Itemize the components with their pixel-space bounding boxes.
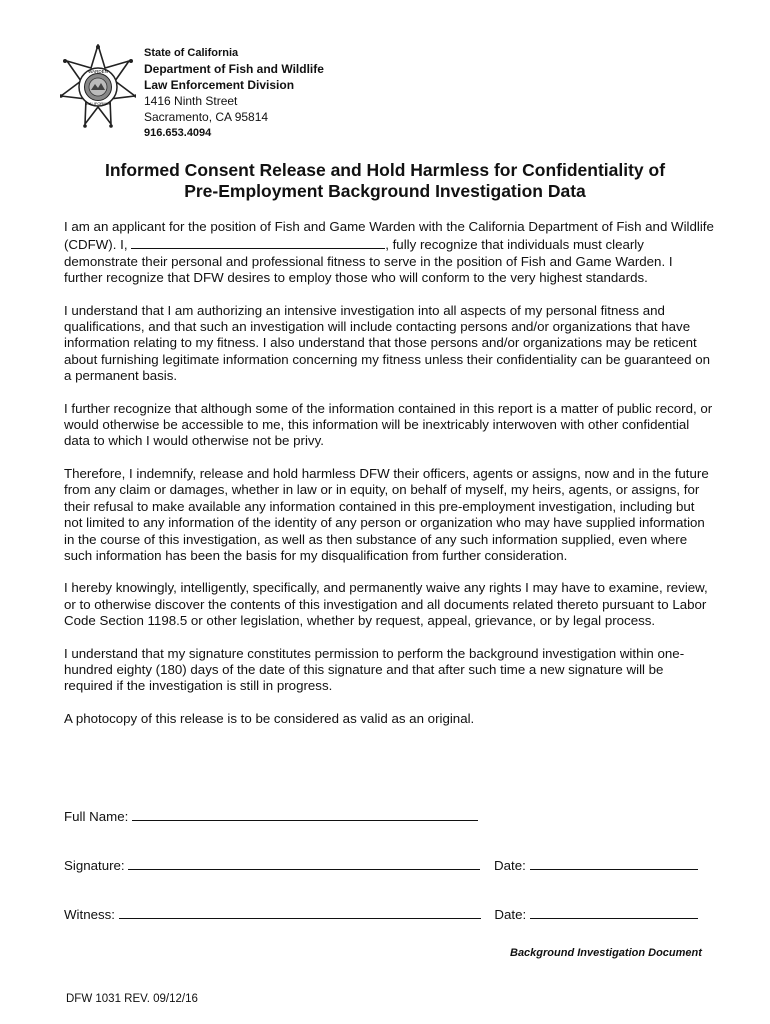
paragraph-6: I understand that my signature constitutes permission to perform the background investigation within one-hundred eighty (180) days of the date of this signature and that after such time a new signature will be required if the investigation is still in progress. bbox=[64, 645, 685, 694]
witness-label: Witness: bbox=[64, 907, 115, 922]
title-line-2: Pre-Employment Background Investigation Data bbox=[184, 181, 586, 201]
paragraph-2: I understand that I am authorizing an intensive investigation into all aspects of my personal fitness and qualifications, and that such an investigation will include contacting persons and/or organizations that have information relating to my fitness. I also understand that those persons and/or organizations may be reticent about furnishing legitimate information concerning my fitness unless their confidentiality can be guaranteed on a permanent basis. bbox=[64, 302, 711, 384]
phone-number: 916.653.4094 bbox=[144, 127, 212, 139]
street-address: 1416 Ninth Street bbox=[144, 94, 238, 108]
applicant-name-blank[interactable] bbox=[131, 235, 385, 249]
signature-field[interactable] bbox=[128, 855, 480, 870]
signature-row bbox=[64, 855, 698, 873]
full-name-field[interactable] bbox=[132, 806, 478, 821]
full-name-label: Full Name: bbox=[64, 809, 129, 824]
department-name: Department of Fish and Wildlife bbox=[144, 62, 324, 76]
signature-date-field[interactable] bbox=[530, 855, 698, 870]
witness-date-label: Date: bbox=[494, 907, 527, 922]
form-number: DFW 1031 REV. 09/12/16 bbox=[66, 993, 198, 1005]
signature-label: Signature: bbox=[64, 858, 125, 873]
agency-header bbox=[144, 45, 324, 141]
signature-date-label: Date: bbox=[494, 858, 526, 873]
state-name: State of California bbox=[144, 47, 239, 59]
paragraph-5: I hereby knowingly, intelligently, specifically, and permanently waive any rights I may have to examine, review, or to otherwise discover the contents of this investigation and all documents related thereto pursuant to Labor Code Section 1198.5 or other legislation, whether by request, appeal, grievance, or by legal process. bbox=[64, 580, 708, 629]
badge-text-top: WARDEN bbox=[88, 69, 108, 74]
paragraph-3: I further recognize that although some of the information contained in this report is a matter of public record, or would otherwise be accessible to me, this information will be inextricably interwoven with other confidential data to which I would otherwise not be privy. bbox=[64, 400, 713, 449]
title-line-1: Informed Consent Release and Hold Harmless for Confidentiality of bbox=[104, 160, 666, 180]
paragraph-1 bbox=[64, 219, 714, 287]
city-address: Sacramento, CA 95814 bbox=[144, 110, 269, 124]
paragraph-1-end: , fully recognize that individuals must clearly demonstrate their personal and professional fitness to serve in the position of Fish and Game Warden. I further recognize that DFW desires to employ those who will conform to the very highest standards. bbox=[64, 237, 673, 286]
document-type-note: Background Investigation Document bbox=[510, 947, 702, 959]
document-body bbox=[64, 219, 714, 743]
badge-text-bottom: CALIFORNIA bbox=[85, 101, 111, 106]
witness-field[interactable] bbox=[119, 904, 481, 919]
full-name-row bbox=[64, 806, 478, 824]
witness-row bbox=[64, 904, 698, 922]
warden-badge-icon bbox=[60, 44, 136, 130]
witness-date-field[interactable] bbox=[530, 904, 698, 919]
division-name: Law Enforcement Division bbox=[144, 78, 295, 92]
paragraph-7: A photocopy of this release is to be considered as valid as an original. bbox=[64, 710, 475, 726]
document-title bbox=[40, 160, 730, 202]
paragraph-4: Therefore, I indemnify, release and hold harmless DFW their officers, agents or assigns, now and in the future from any claim or damages, whether in law or in equity, on behalf of myself, my heirs, agents, or assigns, for their refusal to make available any information contained in this pre-employment investigation, including but not limited to any information of the identity of any person or organization who may have supplied information in the course of this investigation, as well as then substance of any such information supplied, even where such information has been the basis for my disqualification from further consideration. bbox=[64, 465, 709, 563]
paragraph-1-start: I am an applicant for the position of Fish and Game Warden with the California Department of Fish and Wildlife (CDFW). I, bbox=[64, 219, 714, 253]
